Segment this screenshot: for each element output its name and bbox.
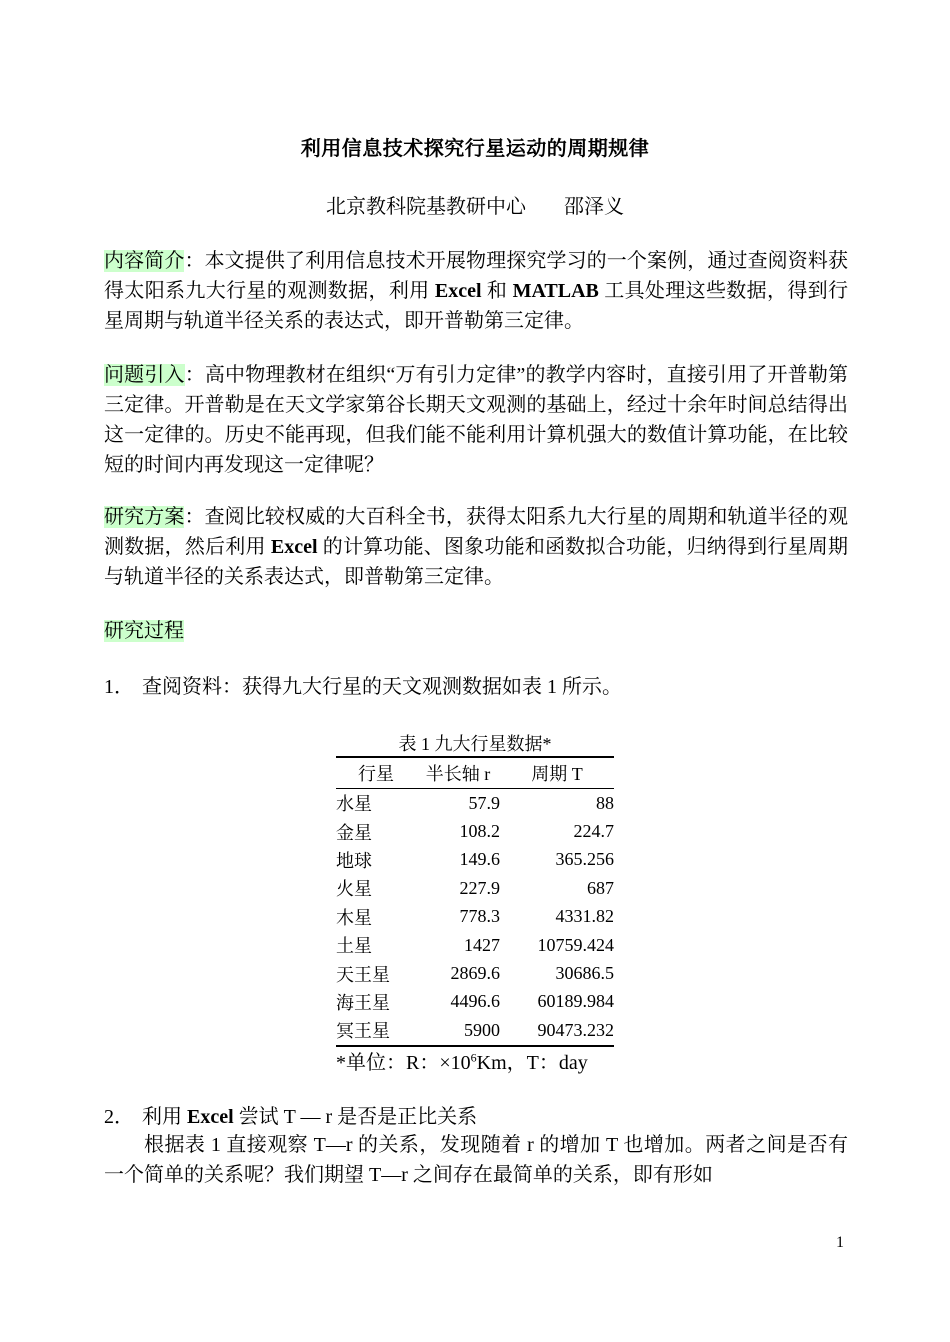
intro-text-1: ：本文提供了利用信息技术开展物理探究学习的一个案例，通过查阅资料获得太阳系九大行星的观测数据，利用 <box>104 250 849 302</box>
author-name: 邵泽义 <box>564 196 624 218</box>
step-2-text-1: 利用 <box>142 1106 187 1128</box>
step-2-number: 2． <box>104 1106 134 1128</box>
step-2-body: 根据表 1 直接观察 T—r 的关系，发现随着 r 的增加 T 也增加。两者之间是否有一个简单的关系呢？我们期望 T—r 之间存在最简单的关系，即有形如 <box>104 1134 848 1186</box>
table-row <box>336 874 614 902</box>
table-row <box>336 1016 614 1045</box>
table-row <box>336 959 614 987</box>
author-line <box>0 190 950 219</box>
table-row <box>336 931 614 959</box>
step-1 <box>104 672 848 702</box>
planet-name: 土星 <box>336 936 372 957</box>
plan-text-2: 的计算功能、图象功能和函数拟合功能，归纳得到行星周期与轨道半径的关系表达式，即普勒第三定律。 <box>104 536 849 588</box>
author-affiliation: 北京教科院基教研中心 <box>326 196 526 218</box>
plan-excel: Excel <box>270 536 318 558</box>
intro-excel: Excel <box>434 280 482 302</box>
process-label: 研究过程 <box>104 620 184 642</box>
problem-paragraph <box>104 360 848 480</box>
process-heading <box>104 616 848 646</box>
planet-period: 10759.424 <box>537 934 614 955</box>
document-title: 利用信息技术探究行星运动的周期规律 <box>300 136 650 160</box>
planet-period: 4331.82 <box>555 906 614 927</box>
problem-label: 问题引入 <box>104 364 185 386</box>
header-planet: 行星 <box>336 757 416 789</box>
planet-name: 天王星 <box>336 964 390 985</box>
planet-name: 火星 <box>336 879 372 900</box>
intro-paragraph <box>104 246 848 336</box>
planet-period: 687 <box>587 877 614 898</box>
table-row <box>336 846 614 874</box>
units-suffix: Km，T：day <box>476 1052 588 1074</box>
planet-period: 224.7 <box>573 821 614 842</box>
header-semi-major-axis: 半长轴 r <box>416 757 500 789</box>
table-row <box>336 789 614 818</box>
planet-name: 冥王星 <box>336 1016 416 1045</box>
table-row <box>336 903 614 931</box>
planet-axis: 5900 <box>416 1016 500 1045</box>
planet-axis: 1427 <box>464 934 500 955</box>
planet-axis: 149.6 <box>459 849 500 870</box>
planet-name: 海王星 <box>336 992 390 1013</box>
planet-axis: 227.9 <box>459 877 500 898</box>
planet-name: 木星 <box>336 907 372 928</box>
header-period: 周期 T <box>500 757 614 789</box>
planet-axis: 778.3 <box>459 906 500 927</box>
planet-period: 30686.5 <box>555 963 614 984</box>
step-2-text-2: 尝试 T — r 是否是正比关系 <box>233 1106 478 1128</box>
table-row <box>336 817 614 845</box>
plan-paragraph <box>104 502 848 592</box>
page-number: 1 <box>836 1234 844 1251</box>
plan-text-1: ：查阅比较权威的大百科全书，获得太阳系九大行星的周期和轨道半径的观测数据，然后利用 <box>104 506 849 558</box>
planet-name: 金星 <box>336 822 372 843</box>
planet-axis: 108.2 <box>459 821 500 842</box>
intro-matlab: MATLAB <box>512 280 599 302</box>
units-prefix: *单位：R：×10 <box>336 1052 471 1074</box>
intro-label: 内容简介 <box>104 250 185 272</box>
intro-text-3: 工具处理这些数据，得到行星周期与轨道半径关系的表达式，即开普勒第三定律。 <box>104 280 849 332</box>
table-header-row <box>336 757 614 789</box>
planet-name: 地球 <box>336 850 372 871</box>
planet-data-table <box>336 756 614 1047</box>
planet-period: 60189.984 <box>537 991 614 1012</box>
table-row <box>336 988 614 1016</box>
step-1-text: 查阅资料：获得九大行星的天文观测数据如表 1 所示。 <box>142 676 622 698</box>
step-2-excel: Excel <box>187 1106 234 1128</box>
planet-name: 水星 <box>336 794 372 815</box>
planet-axis: 2869.6 <box>450 963 500 984</box>
step-2 <box>104 1102 848 1132</box>
intro-text-2: 和 <box>481 280 513 302</box>
planet-axis: 4496.6 <box>450 991 500 1012</box>
step-1-number: 1． <box>104 676 134 698</box>
planet-period: 90473.232 <box>500 1016 614 1045</box>
units-exponent: 6 <box>470 1050 477 1065</box>
planet-period: 88 <box>596 792 614 813</box>
table-units-note <box>336 1046 614 1075</box>
table-caption: 表 1 九大行星数据* <box>398 734 552 754</box>
planet-period: 365.256 <box>555 849 614 870</box>
problem-text: ：高中物理教材在组织“万有引力定律”的教学内容时，直接引用了开普勒第三定律。开普勒是在天文学家第谷长期天文观测的基础上，经过十余年时间总结得出这一定律的。历史不能再现，但我们能不能利用计算机强大的数值计算功能，在比较短的时间内再发现这一定律呢？ <box>104 364 849 476</box>
plan-label: 研究方案 <box>104 506 185 528</box>
planet-axis: 57.9 <box>468 792 500 813</box>
